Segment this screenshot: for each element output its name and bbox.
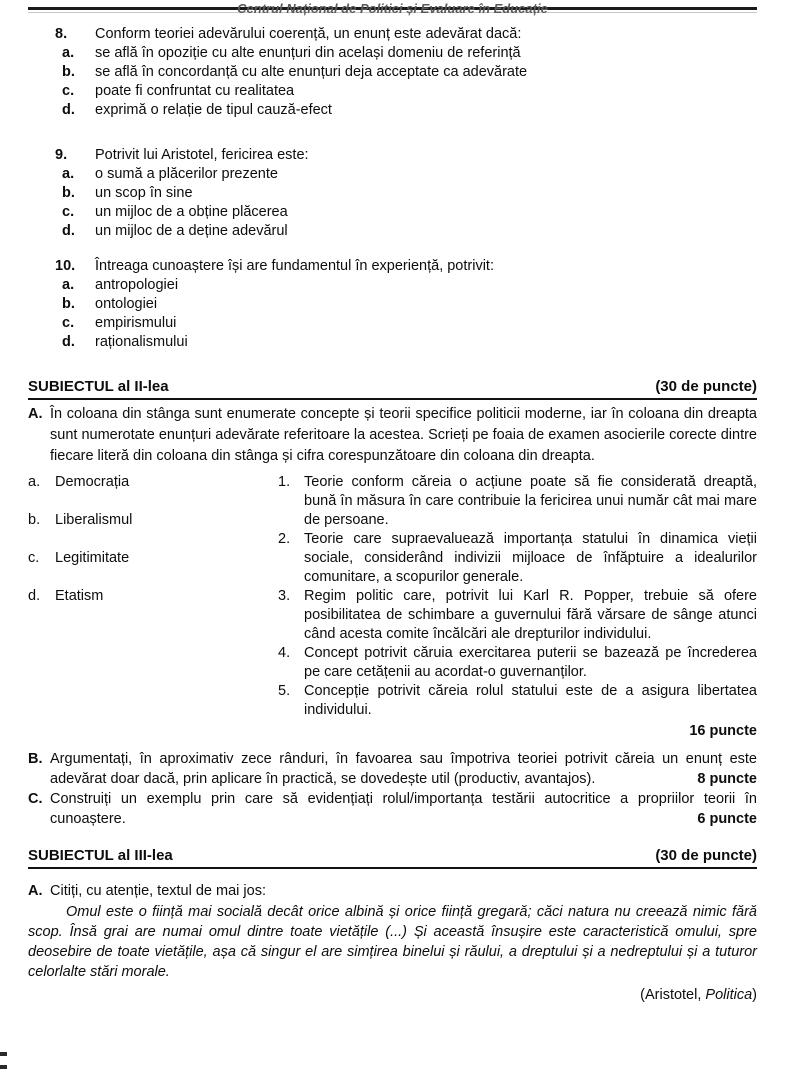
option-text: se află în concordanță cu alte enunțuri deja acceptate ca adevărate bbox=[95, 64, 528, 80]
option-letter: a. bbox=[62, 277, 75, 293]
part-a-text: În coloana din stânga sunt enumerate concepte și teorii specifice politicii moderne, iar în coloana din dreapta sunt numerotate enunțuri adevărate referitoare la acestea. Scrieți pe foaia de examen asocierile corecte dintre fiecare literă din coloana din stânga și cifra corespunzătoare din coloana din dreapta. bbox=[50, 406, 757, 464]
item-number: 3. bbox=[278, 588, 291, 604]
left-item-c bbox=[28, 549, 278, 568]
part-b-text: Argumentați, în aproximativ zece rânduri, în favoarea sau împotriva teoriei potrivit căreia un enunț este adevărat doar dacă, prin aplicare în practică, se dovedește util (productiv, avantajos). bbox=[50, 751, 757, 787]
option-letter: d. bbox=[62, 102, 75, 118]
part-label: A. bbox=[28, 883, 43, 899]
right-item-3 bbox=[278, 587, 757, 644]
item-number: 5. bbox=[278, 683, 291, 699]
subject-2-title: SUBIECTUL al II-lea bbox=[28, 378, 169, 395]
subject-3-part-a bbox=[28, 882, 757, 901]
attribution-suffix: ) bbox=[752, 987, 757, 1003]
subject-2-part-b bbox=[28, 749, 757, 789]
option-letter: c. bbox=[62, 83, 75, 99]
right-item-5 bbox=[278, 682, 757, 720]
left-item-d bbox=[28, 587, 278, 606]
option-letter: b. bbox=[62, 64, 75, 80]
item-text: Liberalismul bbox=[55, 512, 133, 528]
option-letter: d. bbox=[62, 223, 75, 239]
question-9-head bbox=[28, 146, 757, 165]
attribution-prefix: (Aristotel, bbox=[640, 987, 706, 1003]
item-letter: d. bbox=[28, 588, 41, 604]
question-text: Întreaga cunoaștere își are fundamentul în experiență, potrivit: bbox=[95, 258, 494, 274]
matching-block bbox=[28, 473, 757, 720]
item-letter: b. bbox=[28, 512, 41, 528]
option-letter: a. bbox=[62, 166, 75, 182]
question-10-head bbox=[28, 257, 757, 276]
question-10-option-a bbox=[28, 276, 757, 295]
subject-3-points: (30 de puncte) bbox=[655, 847, 757, 864]
question-8 bbox=[28, 25, 757, 120]
question-number: 9. bbox=[55, 147, 68, 163]
part-c-text: Construiți un exemplu prin care să evidențiați rolul/importanța testării autocritice a propriilor teorii în cunoaștere. bbox=[50, 791, 757, 827]
right-item-4 bbox=[278, 644, 757, 682]
option-text: se află în opoziție cu alte enunțuri din același domeniu de referință bbox=[95, 45, 521, 61]
option-text: un mijloc de a obține plăcerea bbox=[95, 204, 288, 220]
scan-artifact bbox=[0, 1065, 7, 1069]
question-text: Conform teoriei adevărului coerență, un enunț este adevărat dacă: bbox=[95, 26, 522, 42]
question-8-option-d bbox=[28, 101, 757, 120]
question-9-option-b bbox=[28, 184, 757, 203]
item-letter: a. bbox=[28, 474, 41, 490]
quote-attribution bbox=[28, 986, 757, 1005]
option-text: antropologiei bbox=[95, 277, 179, 293]
matching-left-column bbox=[28, 473, 278, 720]
option-letter: b. bbox=[62, 185, 75, 201]
matching-points: 16 puncte bbox=[689, 723, 757, 739]
attribution-work-title: Politica bbox=[705, 987, 753, 1003]
subject-2-part-c bbox=[28, 789, 757, 829]
scan-artifact bbox=[0, 1052, 7, 1056]
part-c-points: 6 puncte bbox=[697, 811, 757, 827]
item-text: Democrația bbox=[55, 474, 130, 490]
option-text: un mijloc de a deține adevărul bbox=[95, 223, 288, 239]
option-letter: c. bbox=[62, 315, 75, 331]
option-letter: d. bbox=[62, 334, 75, 350]
page-header bbox=[28, 0, 757, 16]
left-item-a bbox=[28, 473, 278, 492]
part-a-text: Citiți, cu atenție, textul de mai jos: bbox=[50, 883, 266, 899]
page-content bbox=[0, 25, 800, 1005]
option-letter: b. bbox=[62, 296, 75, 312]
item-text: Legitimitate bbox=[55, 550, 130, 566]
question-number: 8. bbox=[55, 26, 68, 42]
item-number: 1. bbox=[278, 474, 291, 490]
question-10-option-d bbox=[28, 333, 757, 352]
question-9-option-d bbox=[28, 222, 757, 241]
question-number: 10. bbox=[55, 258, 76, 274]
question-text: Potrivit lui Aristotel, fericirea este: bbox=[95, 147, 309, 163]
option-letter: a. bbox=[62, 45, 75, 61]
part-label: B. bbox=[28, 751, 43, 767]
right-item-2 bbox=[278, 530, 757, 587]
question-9 bbox=[28, 146, 757, 241]
matching-right-column bbox=[278, 473, 757, 720]
question-9-option-c bbox=[28, 203, 757, 222]
header-institution-text: Centrul Național de Politici și Evaluare în Educație bbox=[237, 1, 548, 16]
part-b-points: 8 puncte bbox=[697, 771, 757, 787]
question-8-option-a bbox=[28, 44, 757, 63]
question-8-head bbox=[28, 25, 757, 44]
subject-3-title: SUBIECTUL al III-lea bbox=[28, 847, 173, 864]
option-letter: c. bbox=[62, 204, 75, 220]
aristotle-quote: Omul este o ființă mai socială decât orice albină și orice ființă gregară; căci natura nu creează nimic fără scop. Însă grai are numai omul dintre toate vietățile (...) Și această însușire este caracteristică omului, spre deosebire de toate vietățile, așa că singur el are simțirea binelui și răului, a dreptului și a nedreptului și a tuturor celorlalte stări morale. bbox=[28, 904, 757, 980]
option-text: raționalismului bbox=[95, 334, 188, 350]
part-label: C. bbox=[28, 791, 43, 807]
part-label: A. bbox=[28, 406, 43, 422]
item-text: Teorie conform căreia o acțiune poate să fie considerată dreaptă, bună în măsura în care contribuie la fericirea unui număr cât mai mare de persoane. bbox=[304, 474, 757, 528]
item-text: Concepție potrivit căreia rolul statului este de a asigura libertatea individului. bbox=[304, 683, 757, 718]
item-number: 4. bbox=[278, 645, 291, 661]
question-8-option-c bbox=[28, 82, 757, 101]
item-text: Teorie care supraevaluează importanța statului în dinamica vieții sociale, considerând indivizii mijloace de înfăptuire a idealurilor comunitare, a scopurilor generale. bbox=[304, 531, 757, 585]
question-10-option-c bbox=[28, 314, 757, 333]
item-text: Regim politic care, potrivit lui Karl R. Popper, trebuie să ofere posibilitatea de schimbare a guvernului fără vărsare de sânge atunci când acesta comite încălcări ale drepturilor individului. bbox=[304, 588, 757, 642]
right-item-1 bbox=[278, 473, 757, 530]
option-text: un scop în sine bbox=[95, 185, 193, 201]
question-10 bbox=[28, 257, 757, 352]
subject-3-heading bbox=[28, 847, 757, 869]
option-text: exprimă o relație de tipul cauză-efect bbox=[95, 102, 332, 118]
option-text: o sumă a plăcerilor prezente bbox=[95, 166, 278, 182]
option-text: empirismului bbox=[95, 315, 177, 331]
question-10-option-b bbox=[28, 295, 757, 314]
item-text: Concept potrivit căruia exercitarea puterii se bazează pe încrederea pe care cetățenii au acordat-o guvernanților. bbox=[304, 645, 757, 680]
subject-2-heading bbox=[28, 378, 757, 400]
item-number: 2. bbox=[278, 531, 291, 547]
subject-2-points: (30 de puncte) bbox=[655, 378, 757, 395]
option-text: poate fi confruntat cu realitatea bbox=[95, 83, 295, 99]
option-text: ontologiei bbox=[95, 296, 158, 312]
question-9-option-a bbox=[28, 165, 757, 184]
subject-2-part-a bbox=[28, 404, 757, 467]
item-letter: c. bbox=[28, 550, 40, 566]
left-item-b bbox=[28, 511, 278, 530]
item-text: Etatism bbox=[55, 588, 104, 604]
question-8-option-b bbox=[28, 63, 757, 82]
